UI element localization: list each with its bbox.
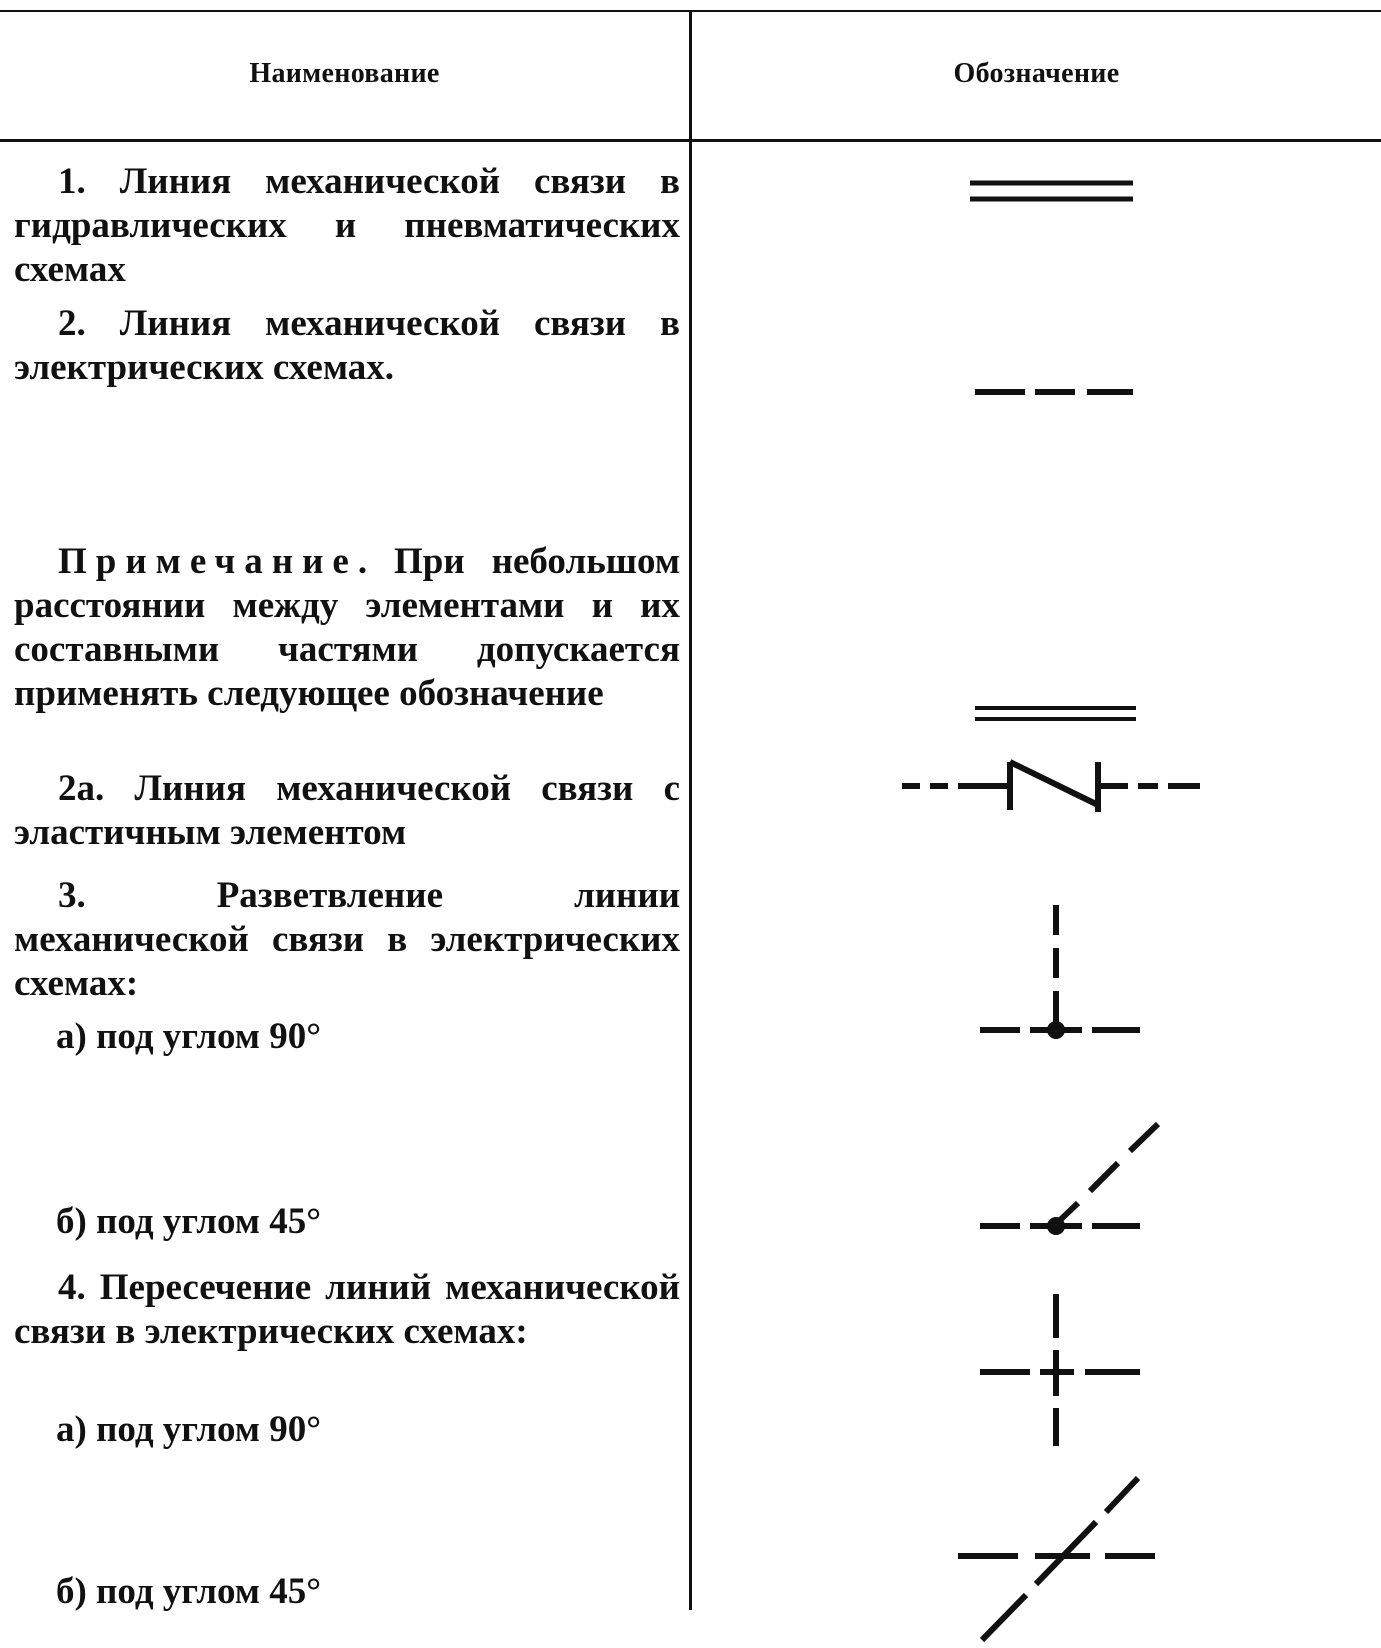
column-header-name: Наименование	[249, 58, 440, 89]
row-2-name: 2. Линия механической связи в электрических схемах.	[14, 303, 680, 388]
note-text: . При небольшом расстоянии между элементами и их составными частями допускается применять следующее обозначение	[14, 541, 680, 714]
column-header-symbol: Обозначение	[953, 58, 1120, 89]
symbol-cross-90	[980, 1294, 1140, 1446]
symbol-cross-45	[958, 1478, 1155, 1640]
symbol-double-line	[970, 183, 1133, 199]
row-3a-name: а) под углом 90°	[56, 1016, 322, 1057]
row-4a-name: а) под углом 90°	[56, 1409, 322, 1450]
row-3-name: 3. Разветвление линии механической связи в электрических схемах:	[14, 875, 680, 1004]
row-1-name: 1. Линия механической связи в гидравлических и пневматических схемах	[14, 161, 680, 290]
row-4b-name: б) под углом 45°	[56, 1571, 322, 1612]
symbol-double-line-close	[975, 708, 1136, 719]
row-4-name: 4. Пересечение линий механической связи в электрических схемах:	[14, 1267, 680, 1352]
symbol-branch-45	[980, 1124, 1158, 1235]
row-3b-name: б) под углом 45°	[56, 1201, 322, 1242]
row-2a-name: 2а. Линия механической связи с эластичным элементом	[14, 768, 680, 853]
symbol-branch-90	[980, 905, 1140, 1039]
note-label: Примечание	[58, 541, 358, 582]
symbol-elastic-element	[902, 762, 1200, 812]
